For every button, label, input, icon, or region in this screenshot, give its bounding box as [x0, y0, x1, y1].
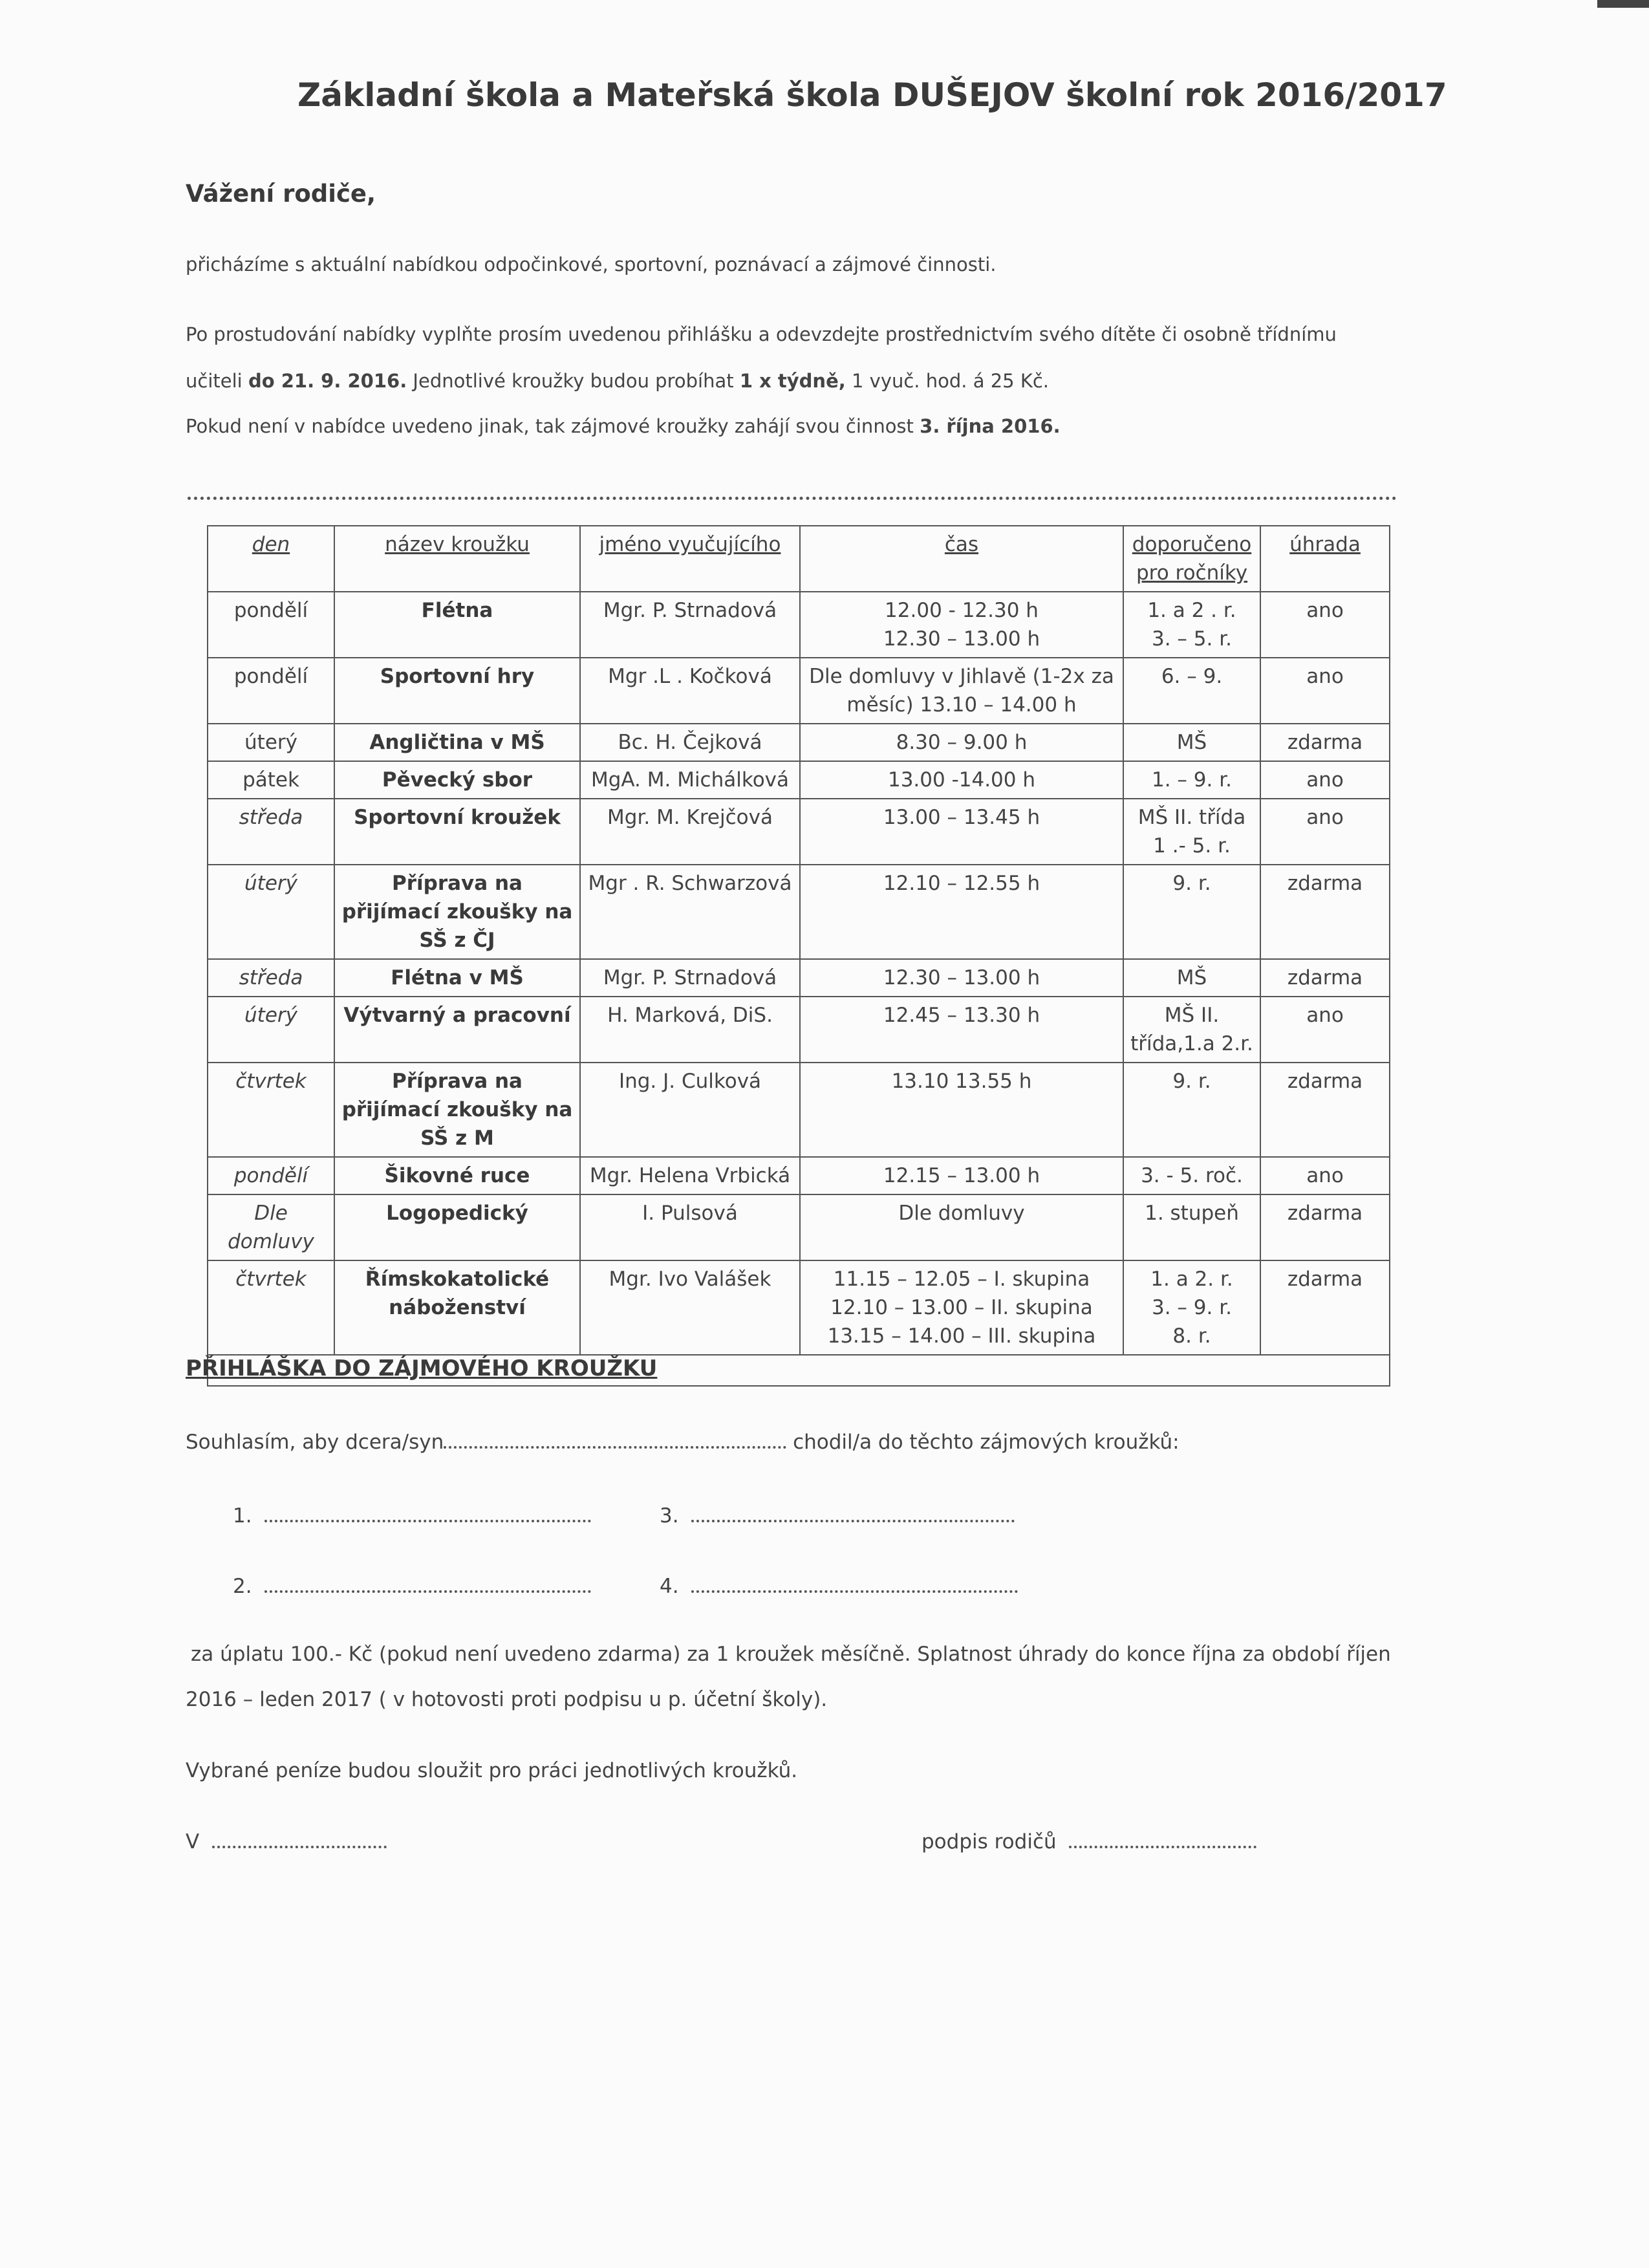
header-teacher: jméno vyučujícího — [580, 526, 800, 592]
child-name-field[interactable] — [444, 1431, 786, 1449]
cell-fee: zdarma — [1260, 724, 1390, 761]
cell-day: pondělí — [208, 592, 334, 658]
cell-course-name: Angličtina v MŠ — [334, 724, 580, 761]
deadline: do 21. 9. 2016. — [248, 370, 407, 392]
cell-grades-line: MŠ II. třída — [1137, 806, 1246, 829]
cell-time — [800, 959, 1123, 997]
table-row — [208, 1063, 1390, 1157]
signature-line: podpis rodičů — [921, 1830, 1256, 1853]
cell-grades-line: třída,1.a 2.r. — [1130, 1032, 1253, 1055]
instructions-line2: učiteli do 21. 9. 2016. Jednotlivé kroužky budou probíhat 1 x týdně, 1 vyuč. hod. á 25 Kč. — [186, 370, 1049, 392]
cell-time — [800, 799, 1123, 865]
cell-teacher: I. Pulsová — [580, 1194, 800, 1260]
course-field-1[interactable] — [264, 1504, 591, 1522]
cell-time-line: 11.15 – 12.05 – I. skupina — [833, 1268, 1090, 1291]
cell-grades — [1123, 724, 1260, 761]
cell-time-line: Dle domluvy v Jihlavě (1-2x za — [809, 665, 1114, 688]
table-body — [208, 592, 1390, 1386]
cell-time-line: měsíc) 13.10 – 14.00 h — [846, 693, 1077, 717]
cell-time-line: 12.00 - 12.30 h — [885, 599, 1039, 622]
cell-fee: ano — [1260, 761, 1390, 799]
cell-course-name: Flétna — [334, 592, 580, 658]
place-field[interactable] — [212, 1830, 387, 1848]
cell-grades-line: MŠ — [1176, 731, 1207, 754]
instructions-line1: Po prostudování nabídky vyplňte prosím uvedenou přihlášku a odevzdejte prostřednictvím svého dítěte či osobně třídnímu — [186, 323, 1337, 345]
cell-grades — [1123, 658, 1260, 724]
cell-grades — [1123, 997, 1260, 1063]
cell-time-line: 12.30 – 13.00 h — [883, 966, 1040, 989]
table-row — [208, 865, 1390, 959]
table-row — [208, 1260, 1390, 1355]
payment-line2: 2016 – leden 2017 ( v hotovosti proti podpisu u p. účetní školy). — [186, 1688, 828, 1711]
cell-grades — [1123, 865, 1260, 959]
cell-fee: zdarma — [1260, 1194, 1390, 1260]
scan-edge-mark — [1597, 0, 1649, 8]
cell-grades — [1123, 1260, 1260, 1355]
cell-fee: ano — [1260, 799, 1390, 865]
cell-day: středa — [208, 799, 334, 865]
start-date: 3. října 2016. — [920, 415, 1061, 437]
cell-course-name: Pěvecký sbor — [334, 761, 580, 799]
cell-fee: ano — [1260, 592, 1390, 658]
cell-grades — [1123, 761, 1260, 799]
cell-day: čtvrtek — [208, 1063, 334, 1157]
course-choice-4: 4. — [660, 1575, 1018, 1598]
header-grades: doporučeno pro ročníky — [1123, 526, 1260, 592]
cell-course-name: Sportovní hry — [334, 658, 580, 724]
cell-day: Dle domluvy — [208, 1194, 334, 1260]
table-row — [208, 799, 1390, 865]
cell-time-line: Dle domluvy — [898, 1202, 1025, 1225]
cell-day: úterý — [208, 724, 334, 761]
cell-time-line: 13.15 – 14.00 – III. skupina — [827, 1324, 1096, 1348]
cell-day: pondělí — [208, 658, 334, 724]
cell-time — [800, 865, 1123, 959]
cell-time — [800, 592, 1123, 658]
cell-course-name: Příprava na přijímací zkoušky na SŠ z ČJ — [334, 865, 580, 959]
table-row — [208, 959, 1390, 997]
instructions-line3: Pokud není v nabídce uvedeno jinak, tak zájmové kroužky zahájí svou činnost 3. října 2016. — [186, 415, 1061, 437]
table-header-row — [208, 526, 1390, 592]
cell-course-name: Příprava na přijímací zkoušky na SŠ z M — [334, 1063, 580, 1157]
cell-teacher: Bc. H. Čejková — [580, 724, 800, 761]
dotted-separator — [188, 497, 1397, 500]
course-field-3[interactable] — [691, 1504, 1015, 1522]
place-line: V — [186, 1830, 387, 1853]
cell-fee: zdarma — [1260, 959, 1390, 997]
cell-course-name: Šikovné ruce — [334, 1157, 580, 1194]
cell-grades — [1123, 1157, 1260, 1194]
table-row — [208, 1194, 1390, 1260]
cell-grades-line: MŠ — [1176, 966, 1207, 989]
cell-teacher: Mgr. P. Strnadová — [580, 959, 800, 997]
cell-grades-line: 1. a 2. r. — [1150, 1268, 1233, 1291]
cell-day: středa — [208, 959, 334, 997]
cell-day: pondělí — [208, 1157, 334, 1194]
cell-time — [800, 1260, 1123, 1355]
cell-grades-line: 3. – 5. r. — [1152, 627, 1232, 651]
header-time: čas — [800, 526, 1123, 592]
course-field-4[interactable] — [691, 1575, 1018, 1593]
cell-time-line: 12.10 – 13.00 – II. skupina — [830, 1296, 1093, 1319]
table-row — [208, 658, 1390, 724]
cell-grades — [1123, 592, 1260, 658]
cell-teacher: Mgr. M. Krejčová — [580, 799, 800, 865]
cell-grades — [1123, 1063, 1260, 1157]
cell-time — [800, 1194, 1123, 1260]
cell-time-line: 8.30 – 9.00 h — [896, 731, 1028, 754]
cell-time-line: 13.00 -14.00 h — [887, 768, 1036, 792]
cell-day: úterý — [208, 865, 334, 959]
table-row — [208, 592, 1390, 658]
cell-time — [800, 658, 1123, 724]
cell-fee: ano — [1260, 997, 1390, 1063]
cell-fee: ano — [1260, 1157, 1390, 1194]
cell-fee: zdarma — [1260, 1063, 1390, 1157]
cell-grades-line: 1. – 9. r. — [1152, 768, 1232, 792]
courses-table — [207, 525, 1390, 1387]
cell-teacher: Ing. J. Culková — [580, 1063, 800, 1157]
cell-grades-line: 9. r. — [1172, 1070, 1211, 1093]
cell-fee: zdarma — [1260, 1260, 1390, 1355]
header-fee: úhrada — [1260, 526, 1390, 592]
cell-grades-line: 1. a 2 . r. — [1147, 599, 1236, 622]
application-heading: PŘIHLÁŠKA DO ZÁJMOVÉHO KROUŽKU — [186, 1355, 658, 1381]
cell-course-name: Sportovní kroužek — [334, 799, 580, 865]
cell-time — [800, 1157, 1123, 1194]
payment-line1: za úplatu 100.- Kč (pokud není uvedeno zdarma) za 1 kroužek měsíčně. Splatnost úhrady do konce října za období říjen — [191, 1643, 1391, 1666]
cell-grades-line: 1. stupeň — [1145, 1202, 1239, 1225]
signature-field[interactable] — [1069, 1830, 1256, 1848]
course-choice-1: 1. — [233, 1504, 591, 1528]
course-choice-3: 3. — [660, 1504, 1015, 1528]
cell-time-line: 12.15 – 13.00 h — [883, 1164, 1040, 1187]
cell-time — [800, 761, 1123, 799]
course-choice-2: 2. — [233, 1575, 591, 1598]
cell-time-line: 12.30 – 13.00 h — [883, 627, 1040, 651]
cell-course-name: Římskokatolické náboženství — [334, 1260, 580, 1355]
cell-teacher: Mgr . R. Schwarzová — [580, 865, 800, 959]
cell-grades-line: MŠ II. — [1164, 1004, 1220, 1027]
cell-course-name: Flétna v MŠ — [334, 959, 580, 997]
usage-text: Vybrané peníze budou sloužit pro práci jednotlivých kroužků. — [186, 1759, 798, 1782]
cell-fee: ano — [1260, 658, 1390, 724]
cell-day: pátek — [208, 761, 334, 799]
cell-time — [800, 997, 1123, 1063]
table-row — [208, 761, 1390, 799]
cell-course-name: Výtvarný a pracovní — [334, 997, 580, 1063]
cell-time-line: 12.10 – 12.55 h — [883, 872, 1040, 895]
cell-grades-line: 3. – 9. r. — [1152, 1296, 1232, 1319]
cell-time-line: 13.00 – 13.45 h — [883, 806, 1040, 829]
cell-teacher: Mgr. P. Strnadová — [580, 592, 800, 658]
cell-teacher: Mgr. Ivo Valášek — [580, 1260, 800, 1355]
cell-grades-line: 1 .- 5. r. — [1153, 834, 1231, 858]
cell-time-line: 12.45 – 13.30 h — [883, 1004, 1040, 1027]
cell-grades — [1123, 1194, 1260, 1260]
cell-grades-line: 3. - 5. roč. — [1141, 1164, 1243, 1187]
header-day: den — [208, 526, 334, 592]
cell-fee: zdarma — [1260, 865, 1390, 959]
greeting: Vážení rodiče, — [186, 180, 376, 208]
cell-grades-line: 9. r. — [1172, 872, 1211, 895]
header-course: název kroužku — [334, 526, 580, 592]
table-row — [208, 997, 1390, 1063]
cell-grades — [1123, 959, 1260, 997]
cell-grades-line: 6. – 9. — [1161, 665, 1223, 688]
cell-teacher: MgA. M. Michálková — [580, 761, 800, 799]
page-title: Základní škola a Mateřská škola DUŠEJOV školní rok 2016/2017 — [297, 76, 1447, 114]
cell-time — [800, 1063, 1123, 1157]
frequency: 1 x týdně, — [739, 370, 846, 392]
table-row — [208, 724, 1390, 761]
cell-teacher: H. Marková, DiS. — [580, 997, 800, 1063]
cell-grades — [1123, 799, 1260, 865]
cell-course-name: Logopedický — [334, 1194, 580, 1260]
cell-teacher: Mgr. Helena Vrbická — [580, 1157, 800, 1194]
consent-line: Souhlasím, aby dcera/syn chodil/a do těchto zájmových kroužků: — [186, 1431, 1180, 1454]
course-field-2[interactable] — [264, 1575, 591, 1593]
cell-time-line: 13.10 13.55 h — [891, 1070, 1032, 1093]
cell-day: čtvrtek — [208, 1260, 334, 1355]
cell-day: úterý — [208, 997, 334, 1063]
cell-teacher: Mgr .L . Kočková — [580, 658, 800, 724]
table-row — [208, 1157, 1390, 1194]
cell-time — [800, 724, 1123, 761]
intro-text: přicházíme s aktuální nabídkou odpočinkové, sportovní, poznávací a zájmové činnosti. — [186, 254, 997, 275]
cell-grades-line: 8. r. — [1172, 1324, 1211, 1348]
